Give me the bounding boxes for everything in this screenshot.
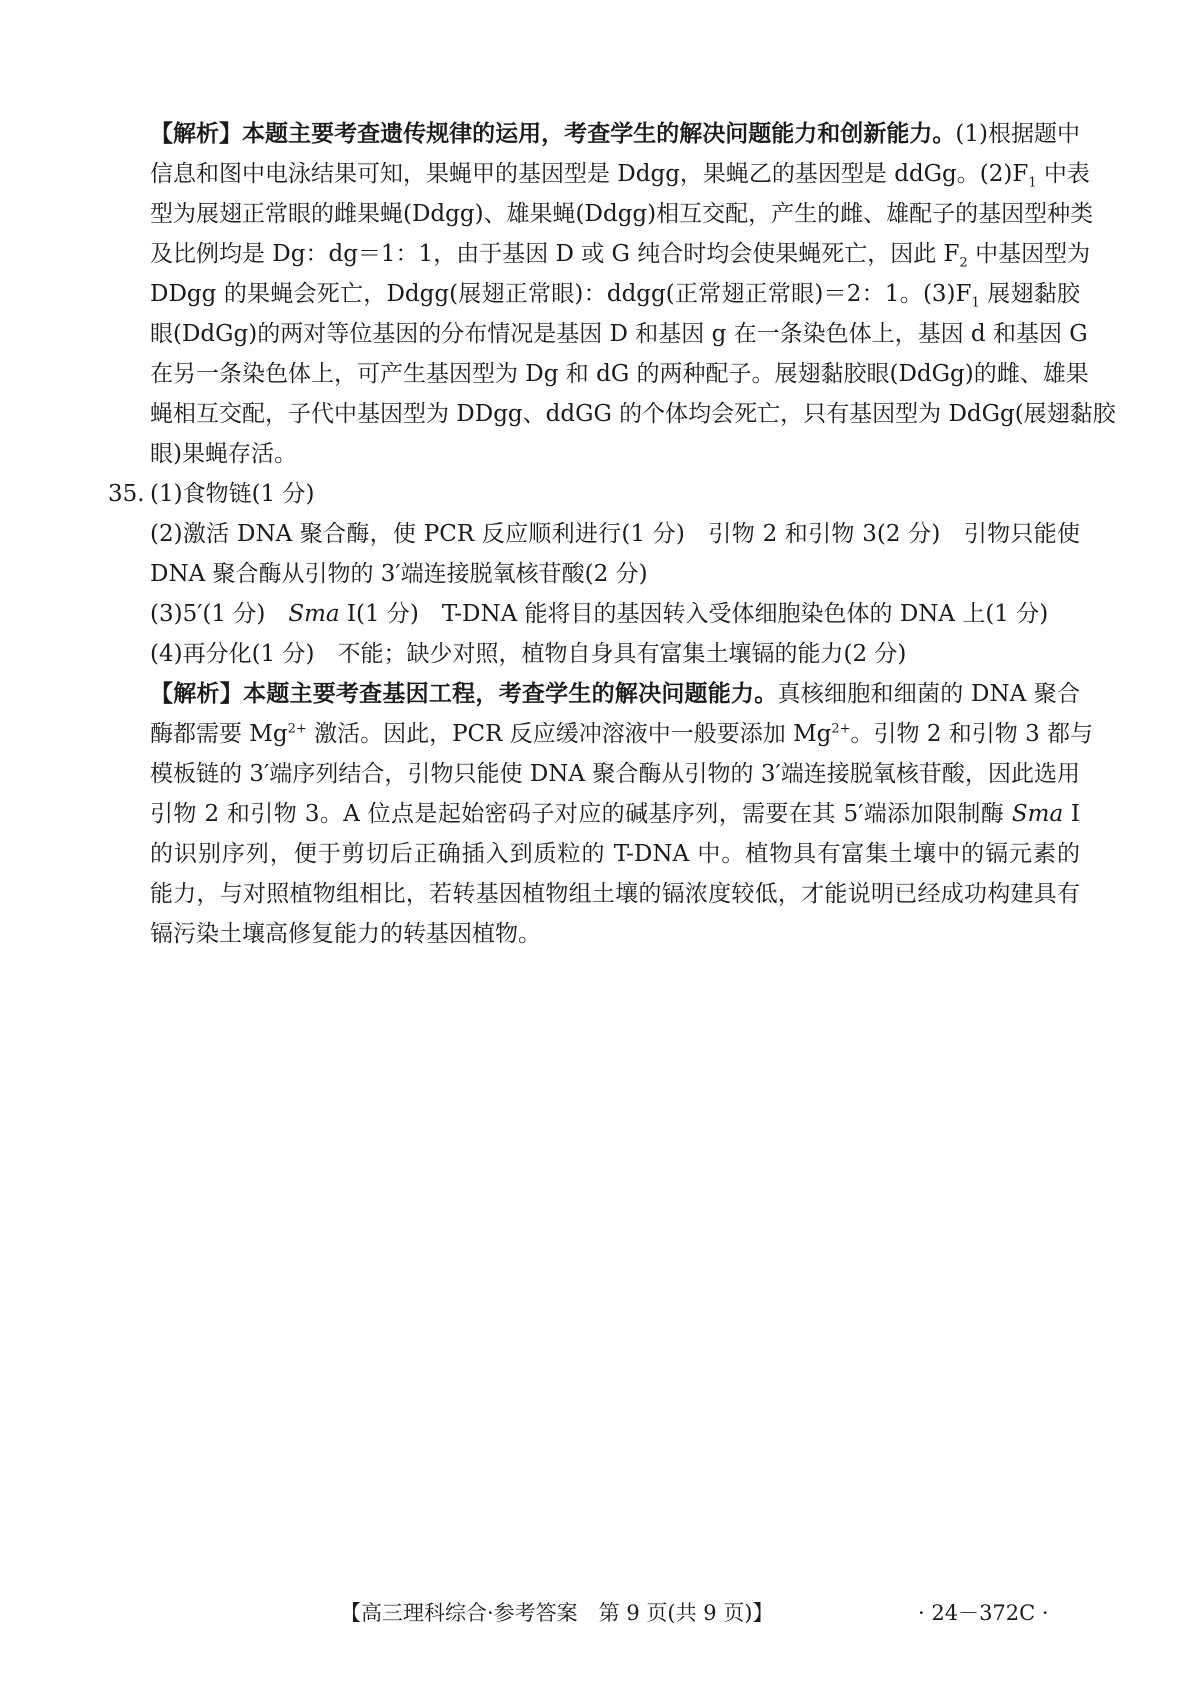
question-35-answers (108, 474, 1080, 674)
analysis-lead: 【解析】本题主要考查遗传规律的运用，考查学生的解决问题能力和创新能力。 (150, 120, 956, 147)
answer-line: (3)5′(1 分) Sma Ⅰ(1 分) T-DNA 能将目的基因转入受体细胞染色体的 DNA 上(1 分) (150, 601, 1049, 627)
analysis-line: 能力，与对照植物组相比，若转基因植物组土壤的镉浓度较低，才能说明已经成功构建具有 (150, 881, 1080, 907)
answer-line: 35. (1)食物链(1 分) (150, 474, 1080, 514)
question-number: 35. (108, 481, 145, 507)
analysis-line: 引物 2 和引物 3。A 位点是起始密码子对应的碱基序列，需要在其 5′端添加限制酶 Sma Ⅰ (150, 801, 1080, 827)
analysis-line: 模板链的 3′端序列结合，引物只能使 DNA 聚合酶从引物的 3′端连接脱氧核苷酸，因此选用 (150, 761, 1080, 787)
analysis-line: 蝇相互交配，子代中基因型为 DDgg、ddGG 的个体均会死亡，只有基因型为 DdGg(展翅黏胶 (150, 401, 1116, 427)
analysis-line: 【解析】本题主要考查基因工程，考查学生的解决问题能力。真核细胞和细菌的 DNA 聚合 (150, 680, 1080, 707)
footer-code: · 24－372C · (918, 1601, 1049, 1625)
analysis-lead: 【解析】本题主要考查基因工程，考查学生的解决问题能力。 (150, 680, 778, 707)
analysis-line: 的识别序列，便于剪切后正确插入到质粒的 T-DNA 中。植物具有富集土壤中的镉元素的 (150, 841, 1080, 867)
analysis-line: 型为展翅正常眼的雌果蝇(Ddgg)、雄果蝇(Ddgg)相互交配，产生的雌、雄配子的基因型种类 (150, 201, 1094, 227)
analysis-line: 镉污染土壤高修复能力的转基因植物。 (150, 921, 541, 947)
analysis-genetic-engineering (150, 674, 1094, 954)
analysis-line: 眼)果蝇存活。 (150, 441, 297, 467)
analysis-line: 眼(DdGg)的两对等位基因的分布情况是基因 D 和基因 g 在一条染色体上，基因 d 和基因 G (150, 321, 1088, 347)
footer-title: 【高三理科综合·参考答案 第 9 页(共 9 页)】 (340, 1601, 774, 1625)
analysis-line: DDgg 的果蝇会死亡，Ddgg(展翅正常眼)：ddgg(正常翅正常眼)＝2：1。$(3)F_1$ 展翅黏胶 (150, 281, 1080, 311)
analysis-line: 在另一条染色体上，可产生基因型为 Dg 和 dG 的两种配子。展翅黏胶眼(DdGg)的雌、雄果 (150, 361, 1089, 387)
answer-line: (2)激活 DNA 聚合酶，使 PCR 反应顺利进行(1 分) 引物 2 和引物 3(2 分) 引物只能使 (150, 521, 1080, 547)
analysis-line: 【解析】本题主要考查遗传规律的运用，考查学生的解决问题能力和创新能力。(1)根据题中 (150, 120, 1080, 147)
answer-line: DNA 聚合酶从引物的 3′端连接脱氧核苷酸(2 分) (150, 561, 648, 587)
analysis-line: 信息和图中电泳结果可知，果蝇甲的基因型是 Ddgg，果蝇乙的基因型是 ddGg。$(2)F_1$ 中表 (150, 161, 1090, 191)
analysis-line: 酶都需要 $Mg^{2+}$ 激活。因此，PCR 反应缓冲溶液中一般要添加 $Mg^{2+}$。引物 2 和引物 3 都与 (150, 721, 1094, 747)
page-footer (0, 1598, 1200, 1628)
analysis-genetics (150, 114, 1116, 474)
answer-line: (4)再分化(1 分) 不能；缺少对照，植物自身具有富集土壤镉的能力(2 分) (150, 641, 907, 667)
analysis-line: 及比例均是 Dg：dg＝1：1，由于基因 D 或 G 纯合时均会使果蝇死亡，因此 $F_2$ 中基因型为 (150, 241, 1091, 271)
